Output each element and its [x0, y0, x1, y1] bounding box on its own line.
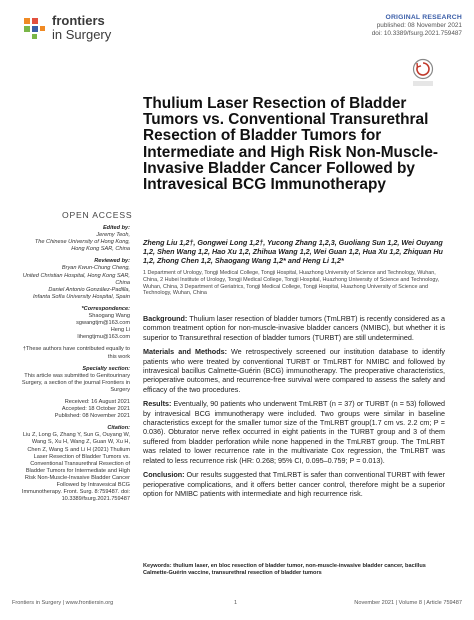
page-footer: [12, 600, 462, 610]
sidebar-info: [20, 225, 130, 508]
background-text: Thulium laser resection of bladder tumors (TmLRBT) is recently considered as a common treatment option for non-muscle-invasive bladder cancers (NMIBC), but whether it is superior to Transurethral resection of bladder tumors (TURBT) are still undetermined.: [143, 314, 445, 342]
equal-contribution-note: †These authors have contributed equally to this work: [22, 346, 130, 360]
doi[interactable]: doi: 10.3389/fsurg.2021.759487: [371, 30, 462, 37]
received-date: Received: 16 August 2021: [64, 398, 130, 405]
citation-text: Liu Z, Long G, Zhang Y, Sun G, Ouyang W, Wang S, Xu H, Wang Z, Guan W, Xu H, Chen Z, Wang S and Li H (2021) Thulium Laser Resection of Bladder Tumors vs. Conventional Transurethral Resection of Bladder Tumors for Intermediate and High Risk Non-Muscle-Invasive Bladder Cancer Followed by Intravesical BCG Immunotherapy. Front. Surg. 8:759487. doi: 10.3389/fsurg.2021.759487: [21, 432, 130, 503]
article-title: Thulium Laser Resection of Bladder Tumors vs. Conventional Transurethral Resection of Bladder Tumors for Intermediate and High Risk Non-Muscle-Invasive Bladder Cancer Followed by Intravesical BCG Immunotherapy: [143, 95, 439, 194]
journal-name-line1: frontiers: [52, 13, 105, 28]
results-heading: Results:: [143, 399, 172, 409]
citation-label: Citation:: [107, 425, 130, 432]
author-list: Zheng Liu 1,2†, Gongwei Long 1,2†, Yucong Zhang 1,2,3, Guoliang Sun 1,2, Wei Ouyang 1,2, Shen Wang 1,2, Hao Xu 1,2, Zhihua Wang 1,2, Wei Guan 1,2, Hua Xu 1,2, Zhiquan Hu 1,2, Zhong Chen 1,2, Shaogang Wang 1,2* and Heng Li 1,2*: [143, 238, 443, 266]
corr2-email[interactable]: lihengtjmu@163.com: [77, 334, 130, 341]
open-access-label: OPEN ACCESS: [62, 210, 133, 220]
methods-text: We retrospectively screened our institution database to identify patients who were treated by conventional TURBT or TmLRBT for NMIBC and followed by intravesical bacillus Calmette-Guérin (BCG) immunotherapy. The preoperative characteristics, perioperative outcomes, and recurrence-free survival were compared to assess the safety and efficacy of the two procedures.: [143, 347, 445, 394]
journal-logo: [22, 14, 142, 50]
journal-name-line2: in Surgery: [52, 27, 112, 42]
reviewer2-affiliation: Infanta Sofía University Hospital, Spain: [32, 293, 130, 300]
published-date: published: 08 November 2021: [376, 22, 462, 29]
footer-journal[interactable]: Frontiers in Surgery | www.frontiersin.org: [12, 600, 114, 606]
published-date-sidebar: Published: 08 November 2021: [54, 413, 130, 420]
check-for-updates-icon[interactable]: [412, 58, 434, 88]
corr1-email[interactable]: sgwangtjm@163.com: [76, 320, 130, 327]
article-type: ORIGINAL RESEARCH: [385, 14, 462, 21]
abstract: [143, 314, 445, 503]
article-meta: [282, 14, 462, 38]
results-text: Eventually, 90 patients who underwent TmLRBT (n = 37) or TURBT (n = 53) followed by intravesical BCG immunotherapy were included. Two groups were similar in baseline characteristics except for the smaller tumor size of the TmLRBT group(1.7 cm vs. 2.2 cm; P = 0.036). Obturator nerve reflex occurred in eight patients in the TURBT group and 3 of them suffered from bladder perforation while none happened in the TmLRBT group. The TmLRBT was related to lower recurrence rate in the multivariate Cox regression, the TmLRBT was related to less recurrence risk (HR: 0.268; 95% CI, 0.095–0.759; P = 0.013).: [143, 399, 446, 465]
abstract-conclusion: [143, 470, 445, 498]
conclusion-text: Our results suggested that TmLRBT is safer than conventional TURBT with fewer perioperative complications, and it offers better cancer control, therefore might be a superior option for NMIBC patients with intermediate and high recurrence risk.: [143, 470, 445, 498]
editor-affiliation: The Chinese University of Hong Kong, Hong Kong SAR, China: [34, 239, 130, 253]
conclusion-heading: Conclusion:: [143, 470, 185, 480]
affiliations: 1 Department of Urology, Tongji Medical College, Tongji Hospital, Huazhong University of Science and Technology, Wuhan, China, 2 Hubei Institute of Urology, Tongji Medical College, Tongji Hospital, Huazhong University of Science and Technology, Wuhan, China, 3 Department of Geriatrics, Tongji Medical College, Tongji Hospital, Huazhong University of Science and Technology, Wuhan, China: [143, 270, 440, 297]
corr1-name: Shaogang Wang: [88, 313, 130, 320]
editor-name: Jeremy Teoh,: [96, 232, 130, 239]
abstract-background: [143, 314, 445, 342]
correspondence-label: *Correspondence:: [81, 305, 130, 312]
reviewed-by-label: Reviewed by:: [94, 258, 130, 265]
keywords: Keywords: thulium laser, en bloc resection of bladder tumor, non-muscle-invasive bladder cancer, bacillus Calmette-Guérin vaccine, transurethral resection of bladder tumors: [143, 563, 426, 576]
background-heading: Background:: [143, 314, 188, 323]
page-number: 1: [234, 600, 238, 606]
footer-volume: November 2021 | Volume 8 | Article 759487: [354, 600, 462, 606]
reviewer1-name: Bryan Kwun-Chung Cheng,: [61, 265, 130, 272]
abstract-methods: [143, 347, 445, 394]
specialty-section-text: This article was submitted to Genitourinary Surgery, a section of the journal Frontiers in Surgery: [21, 372, 130, 393]
reviewer2-name: Daniel Antonio González-Padilla,: [48, 286, 130, 293]
reviewer1-affiliation: United Christian Hospital, Hong Kong SAR, China: [22, 272, 130, 286]
edited-by-label: Edited by:: [102, 225, 130, 231]
specialty-section-label: Specialty section:: [82, 365, 130, 372]
frontiers-logo-icon: [22, 16, 48, 42]
abstract-results: [143, 399, 445, 465]
corr2-name: Heng Li: [110, 327, 130, 334]
methods-heading: Materials and Methods:: [143, 347, 227, 357]
accepted-date: Accepted: 18 October 2021: [61, 406, 130, 413]
